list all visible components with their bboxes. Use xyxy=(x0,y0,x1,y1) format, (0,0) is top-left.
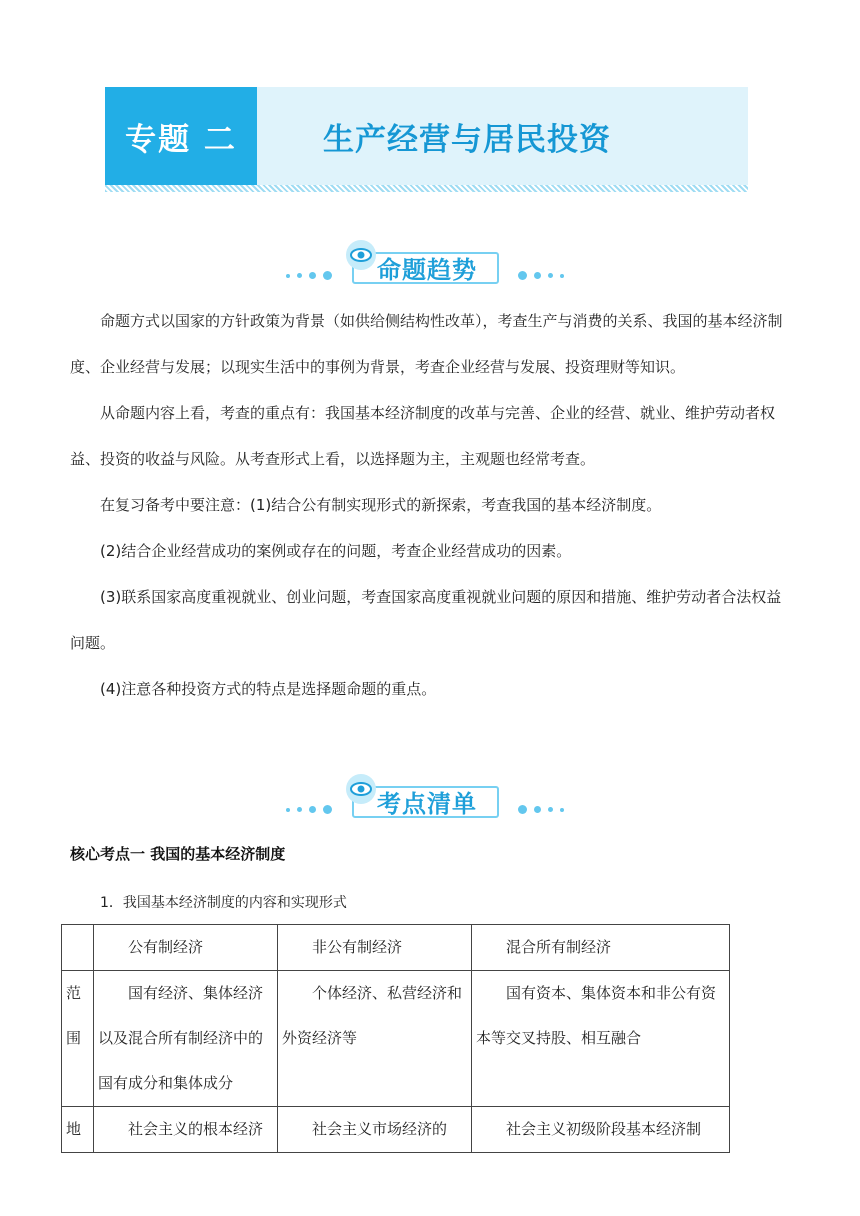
table-cell: 社会主义初级阶段基本经济制 xyxy=(472,1107,730,1153)
decorative-dots-right xyxy=(518,271,564,280)
table-cell: 国有资本、集体资本和非公有资本等交叉持股、相互融合 xyxy=(472,971,730,1107)
banner-stripe-divider xyxy=(105,185,748,192)
paragraph-review-1: 在复习备考中要注意：(1)结合公有制实现形式的新探索，考查我国的基本经济制度。 xyxy=(100,496,662,514)
eye-icon xyxy=(346,240,376,270)
decorative-dots-left xyxy=(286,271,332,280)
table-header-cell: 公有制经济 xyxy=(94,925,278,971)
table-row xyxy=(62,1107,730,1153)
eye-icon xyxy=(346,774,376,804)
topic-title: 生产经营与居民投资 xyxy=(323,121,611,158)
economic-system-table xyxy=(61,924,730,1153)
table-cell: 社会主义市场经济的 xyxy=(278,1107,472,1153)
table-cell: 国有经济、集体经济以及混合所有制经济中的国有成分和集体成分 xyxy=(94,971,278,1107)
table-cell: 社会主义的根本经济 xyxy=(94,1107,278,1153)
core-point-heading: 核心考点一 我国的基本经济制度 xyxy=(70,845,286,863)
table-header-cell xyxy=(62,925,94,971)
paragraph-intro: 命题方式以国家的方针政策为背景（如供给侧结构性改革），考查生产与消费的关系、我国的基本经济制度、企业经营与发展；以现实生活中的事例为背景，考查企业经营与发展、投资理财等知识。 xyxy=(70,312,783,376)
section-title: 命题趋势 xyxy=(377,256,477,284)
table-header-row xyxy=(62,925,730,971)
core-point-subheading: 1．我国基本经济制度的内容和实现形式 xyxy=(100,895,347,911)
table-row xyxy=(62,971,730,1107)
section-header-checklist xyxy=(280,774,580,820)
table-cell: 个体经济、私营经济和外资经济等 xyxy=(278,971,472,1107)
topic-number-label: 专题 二 xyxy=(105,87,257,185)
paragraph-review-2: (2)结合企业经营成功的案例或存在的问题，考查企业经营成功的因素。 xyxy=(100,542,572,560)
paragraph-review-3: (3)联系国家高度重视就业、创业问题，考查国家高度重视就业问题的原因和措施、维护劳动者合法权益问题。 xyxy=(70,588,782,652)
table-header-cell: 混合所有制经济 xyxy=(472,925,730,971)
decorative-dots-left xyxy=(286,805,332,814)
topic-banner xyxy=(105,87,748,185)
row-label: 范围 xyxy=(62,971,94,1107)
paragraph-focus: 从命题内容上看，考查的重点有：我国基本经济制度的改革与完善、企业的经营、就业、维护劳动者权益、投资的收益与风险。从考查形式上看，以选择题为主，主观题也经常考查。 xyxy=(70,404,776,468)
table-header-cell: 非公有制经济 xyxy=(278,925,472,971)
decorative-dots-right xyxy=(518,805,564,814)
paragraph-review-4: (4)注意各种投资方式的特点是选择题命题的重点。 xyxy=(100,680,437,698)
section-title: 考点清单 xyxy=(377,790,477,818)
section-header-trend xyxy=(280,240,580,286)
row-label: 地 xyxy=(62,1107,94,1153)
